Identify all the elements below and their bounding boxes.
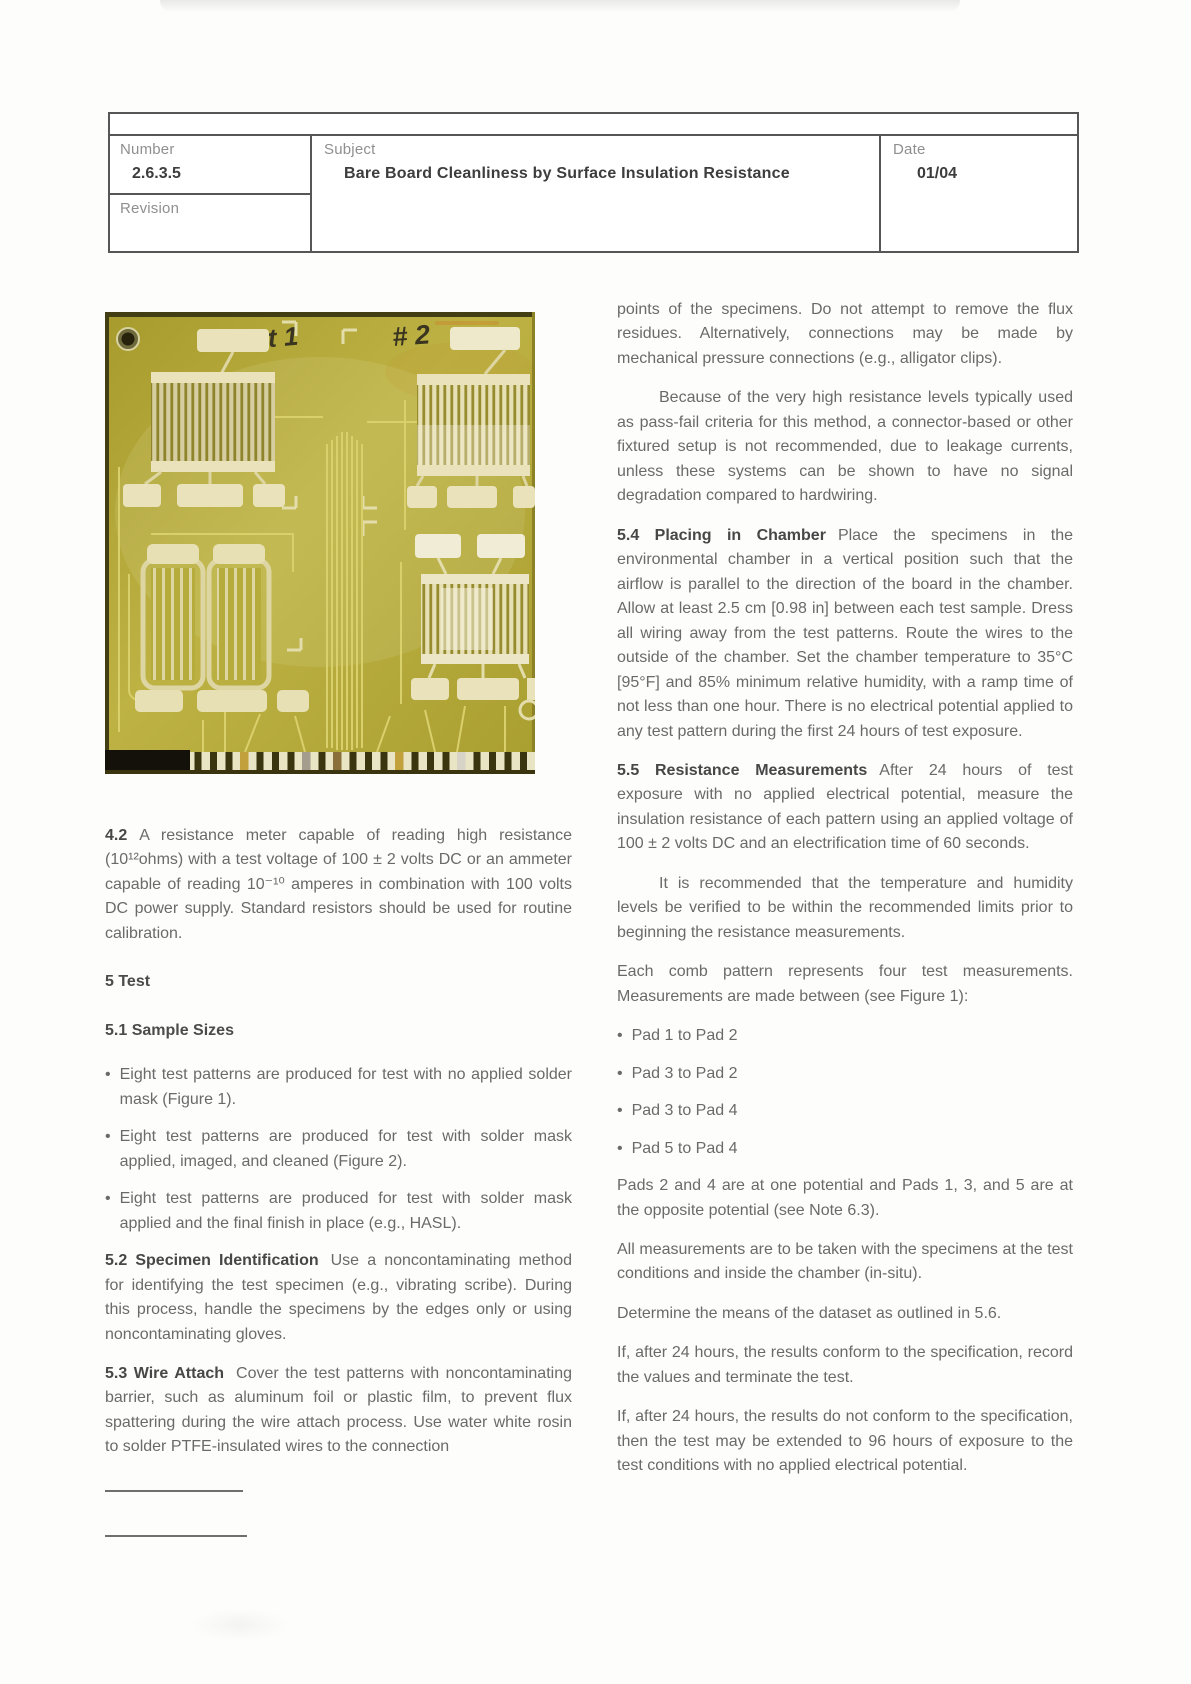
bullet-text: Pad 1 to Pad 2 xyxy=(631,1027,738,1045)
bullet-dot: • xyxy=(617,1064,623,1082)
bullet-no-solder-mask xyxy=(105,1063,572,1112)
paragraph-text: If, after 24 hours, the results conform to the specification, record the values and terminate the test. xyxy=(617,1344,1073,1386)
paragraph-5-2 xyxy=(105,1249,572,1347)
paragraph-text: If, after 24 hours, the results do not conform to the specification, then the test may be extended to 96 hours of exposure to the test conditions with no applied electrical potential. xyxy=(617,1408,1073,1475)
heading-5-test xyxy=(105,970,572,994)
handwriting-board-number: # 2 xyxy=(391,319,431,352)
bullet-dot: • xyxy=(105,1066,111,1084)
right-column-text xyxy=(617,298,1073,1479)
bullet-pad-3-2 xyxy=(617,1062,1073,1086)
revision-cell xyxy=(110,195,310,251)
paragraph-text: Determine the means of the dataset as outlined in 5.6. xyxy=(617,1304,1002,1322)
heading-text: 5.1 Sample Sizes xyxy=(105,1021,234,1039)
header-table xyxy=(108,112,1079,253)
header-table-top-row xyxy=(110,114,1077,136)
number-label: Number xyxy=(120,141,175,158)
paragraph-connector-caution xyxy=(617,386,1073,508)
paragraph-5-4 xyxy=(617,524,1073,744)
paragraph-comb-measurements xyxy=(617,960,1073,1009)
bullet-dot: • xyxy=(617,1027,623,1045)
pcb-photo-art xyxy=(105,312,535,774)
tooling-hole xyxy=(117,328,139,350)
number-cell xyxy=(110,136,310,195)
bullet-text: Pad 5 to Pad 4 xyxy=(631,1139,738,1157)
handwriting-set-number: 1 xyxy=(282,320,300,352)
footnote-rule-2 xyxy=(105,1535,247,1537)
subject-value: Bare Board Cleanliness by Surface Insulation Resistance xyxy=(344,165,790,182)
right-column xyxy=(617,298,1073,1494)
paragraph-text: Place the specimens in the environmental chamber in a vertical position such that the airflow is parallel to the direction of the board in the chamber. Allow at least 2.5 cm [0.98 in] between each test sample. Dress all wiring away from the test patterns. Route the wires to the outside of the chamber. Set the chamber temperature to 35°C [95°F] and 85% minimum relative humidity, with a ramp time of not less than one hour. There is no electrical potential applied to any test pattern during the first 24 hours of test exposure. xyxy=(617,526,1073,740)
paragraph-text: points of the specimens. Do not attempt to remove the flux residues. Alternatively, connections may be made by mechanical pressure connections (e.g., alligator clips). xyxy=(617,301,1073,367)
bullet-text: Pad 3 to Pad 2 xyxy=(631,1064,738,1082)
paragraph-5-5 xyxy=(617,759,1073,857)
figure-pcb-photo xyxy=(105,312,535,774)
left-column xyxy=(105,298,572,1537)
scan-artifact-smudge xyxy=(190,1608,290,1642)
paragraph-temp-humidity-check xyxy=(617,872,1073,945)
date-cell xyxy=(881,136,1077,251)
bullet-dot: • xyxy=(617,1139,623,1157)
section-number-title: 5.4 Placing in Chamber xyxy=(617,526,826,544)
left-column-text xyxy=(105,824,572,1460)
date-label: Date xyxy=(893,141,926,158)
paragraph-text: Each comb pattern represents four test measurements. Measurements are made between (see Figure 1): xyxy=(617,963,1073,1005)
bullet-solder-mask-cleaned xyxy=(105,1125,572,1174)
heading-5-1-sample-sizes xyxy=(105,1019,572,1043)
heading-text: 5 Test xyxy=(105,973,151,991)
bullet-dot: • xyxy=(105,1190,111,1208)
date-value: 01/04 xyxy=(917,165,958,182)
paragraph-text: Use a noncontaminating method for identifying the test specimen (e.g., vibrating scribe). During this process, handle the specimens by the edges only or using noncontaminating gloves. xyxy=(105,1252,572,1343)
revision-label: Revision xyxy=(120,200,180,217)
subject-cell xyxy=(312,136,881,251)
paragraph-text: A resistance meter capable of reading high resistance (10¹²ohms) with a test voltage of 100 ± 2 volts DC or an ammeter capable of reading 10⁻¹⁰ amperes in combination with 100 volts DC power supply. Standard resistors should be used for routine calibration. xyxy=(105,827,572,942)
bullet-text: Eight test patterns are produced for test with solder mask applied and the final finish in place (e.g., HASL). xyxy=(119,1190,572,1232)
section-number-title: 5.2 Specimen Identification xyxy=(105,1252,319,1270)
paragraph-wire-attach-continued xyxy=(617,298,1073,371)
paragraph-dataset-means xyxy=(617,1302,1073,1326)
paragraph-conform xyxy=(617,1341,1073,1390)
bullet-pad-3-4 xyxy=(617,1099,1073,1123)
paragraph-text: It is recommended that the temperature and humidity levels be verified to be within the recommended limits prior to beginning the resistance measurements. xyxy=(617,874,1073,941)
bullet-text: Pad 3 to Pad 4 xyxy=(631,1102,738,1120)
number-value: 2.6.3.5 xyxy=(132,165,181,182)
paragraph-not-conform xyxy=(617,1405,1073,1478)
paragraph-text: Pads 2 and 4 are at one potential and Pads 1, 3, and 5 are at the opposite potential (see Note 6.3). xyxy=(617,1177,1073,1219)
bullet-dot: • xyxy=(617,1102,623,1120)
bullet-dot: • xyxy=(105,1128,111,1146)
footnote-rule-1 xyxy=(105,1490,243,1492)
paragraph-5-3 xyxy=(105,1362,572,1460)
paragraph-pads-potential xyxy=(617,1174,1073,1223)
paragraph-text: Cover the test patterns with noncontaminating barrier, such as aluminum foil or plastic film, to prevent flux spattering during the wire attach process. Use water white rosin to solder PTFE-insulated wires to the connection xyxy=(105,1364,572,1456)
section-number-title: 4.2 xyxy=(105,827,128,844)
paragraph-text: All measurements are to be taken with the specimens at the test conditions and inside the chamber (in-situ). xyxy=(617,1241,1073,1283)
paragraph-in-situ xyxy=(617,1238,1073,1287)
bullet-text: Eight test patterns are produced for test with no applied solder mask (Figure 1). xyxy=(119,1066,572,1108)
section-number-title: 5.3 Wire Attach xyxy=(105,1364,225,1382)
section-number-title: 5.5 Resistance Measurements xyxy=(617,761,868,779)
paragraph-text: After 24 hours of test exposure with no applied electrical potential, measure the insulation resistance of each pattern using an applied voltage of 100 ± 2 volts DC and an electrification time of 60 seconds. xyxy=(617,761,1074,853)
scan-artifact-top xyxy=(160,0,960,14)
bullet-pad-1-2 xyxy=(617,1024,1073,1048)
bullet-final-finish xyxy=(105,1187,572,1236)
bullet-pad-5-4 xyxy=(617,1137,1073,1161)
paragraph-text: Because of the very high resistance levels typically used as pass-fail criteria for this method, a connector-based or other fixtured setup is not recommended, due to leakage currents, unless these systems can be shown to have no signal degradation compared to hardwiring. xyxy=(617,389,1073,505)
bullet-text: Eight test patterns are produced for test with solder mask applied, imaged, and cleaned (Figure 2). xyxy=(119,1128,572,1170)
paragraph-4-2 xyxy=(105,824,572,946)
subject-label: Subject xyxy=(324,141,376,158)
